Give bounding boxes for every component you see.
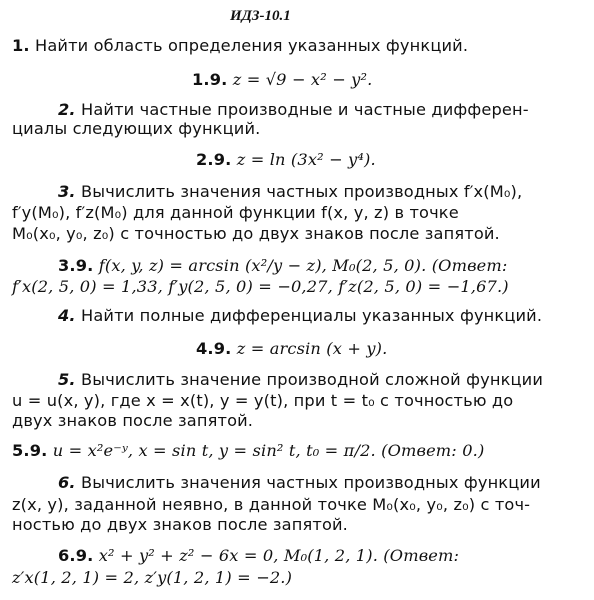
task3-item-answer: f′x(2, 5, 0) = 1,33, f′y(2, 5, 0) = −0,27, f′z(2, 5, 0) = −1,67.): [12, 277, 509, 296]
task6-item-formula: x² + y² + z² − 6x = 0, M₀(1, 2, 1). (Ответ:: [98, 546, 460, 565]
task1-item-number: 1.9.: [192, 70, 228, 89]
task2-line2: циалы следующих функций.: [12, 119, 261, 138]
task3-text-line1: Вычислить значения частных производных f′x(M₀),: [81, 182, 523, 201]
task3-number: 3.: [58, 182, 76, 201]
task2-text-line1: Найти частные производные и частные дифферен-: [81, 100, 529, 119]
task6-item-answer: z′x(1, 2, 1) = 2, z′y(1, 2, 1) = −2.): [12, 568, 293, 587]
task4-text: Найти полные дифференциалы указанных функций.: [81, 306, 543, 325]
task1-number: 1.: [12, 36, 30, 55]
task3-item-number: 3.9.: [58, 256, 94, 275]
task5-line1: [58, 370, 543, 390]
task2-item-number: 2.9.: [196, 150, 232, 169]
task1-heading: [12, 36, 468, 56]
task4-heading: [58, 306, 542, 326]
task1-text: Найти область определения указанных функций.: [35, 36, 469, 55]
task5-item-number: 5.9.: [12, 441, 48, 460]
task6-text-line1: Вычислить значения частных производных функции: [81, 473, 541, 492]
task1-item: [192, 70, 372, 90]
task6-line1: [58, 473, 541, 493]
task5-text-line1: Вычислить значение производной сложной функции: [81, 370, 544, 389]
task3-item-line1: [58, 256, 507, 276]
task6-line3: ностью до двух знаков после запятой.: [12, 515, 348, 534]
task2-line1: [58, 100, 529, 120]
task4-number: 4.: [58, 306, 76, 325]
task3-line1: [58, 182, 522, 202]
task4-item-formula: z = arcsin (x + y).: [236, 339, 388, 358]
task2-item: [196, 150, 376, 170]
document-title: ИДЗ-10.1: [230, 8, 291, 24]
task3-line2: f′y(M₀), f′z(M₀) для данной функции f(x, y, z) в точке: [12, 203, 459, 222]
task5-item: [12, 441, 484, 461]
task6-item-line1: [58, 546, 459, 566]
task1-item-formula: z = √9 − x² − y².: [232, 70, 373, 89]
task6-line2: z(x, y), заданной неявно, в данной точке M₀(x₀, y₀, z₀) с точ-: [12, 495, 531, 514]
task4-item-number: 4.9.: [196, 339, 232, 358]
task3-item-formula: f(x, y, z) = arcsin (x²/y − z), M₀(2, 5, 0). (Ответ:: [98, 256, 508, 275]
task5-item-formula: u = x²e⁻ʸ, x = sin t, y = sin² t, t₀ = π/2. (Ответ: 0.): [52, 441, 485, 460]
task6-item-number: 6.9.: [58, 546, 94, 565]
task5-number: 5.: [58, 370, 76, 389]
task5-line2: u = u(x, y), где x = x(t), y = y(t), при t = t₀ с точностью до: [12, 391, 514, 410]
task3-line3: M₀(x₀, y₀, z₀) с точностью до двух знаков после запятой.: [12, 224, 500, 243]
task4-item: [196, 339, 387, 359]
task5-line3: двух знаков после запятой.: [12, 411, 254, 430]
task6-number: 6.: [58, 473, 76, 492]
task2-number: 2.: [58, 100, 76, 119]
task2-item-formula: z = ln (3x² − y⁴).: [236, 150, 376, 169]
